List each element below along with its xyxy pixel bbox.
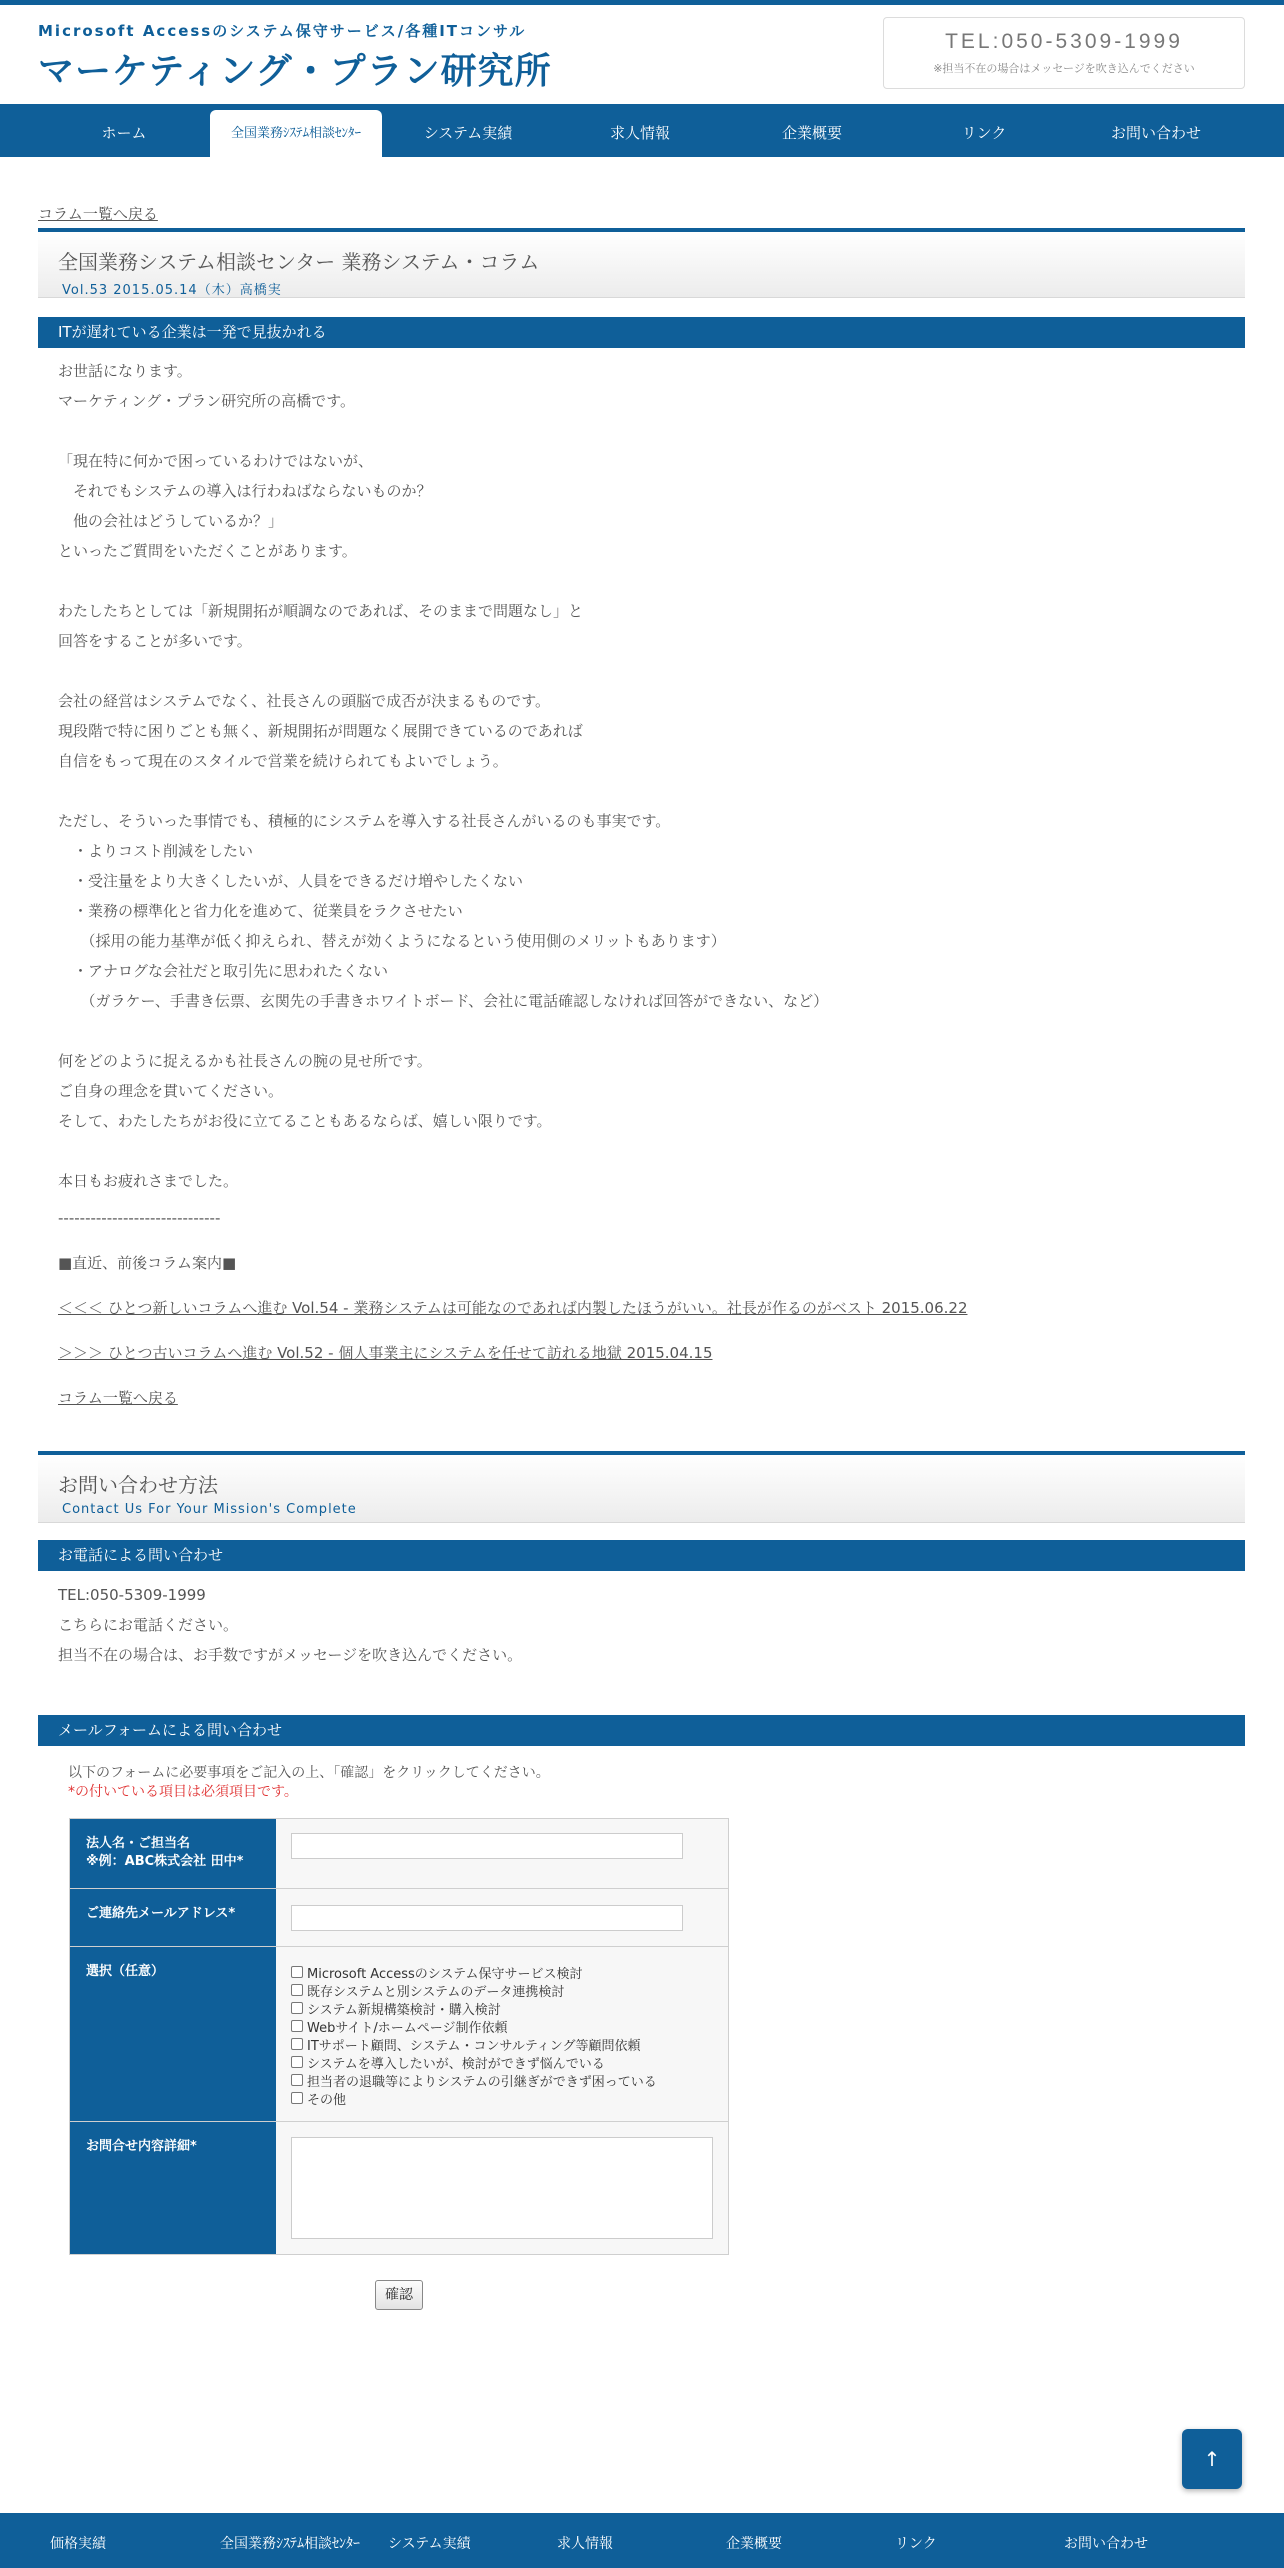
checkbox-icon[interactable]	[291, 2020, 303, 2032]
footer-item-jobs[interactable]: 求人情報	[557, 2536, 613, 2552]
option-label: 既存システムと別システムのデータ連携検討	[307, 1984, 565, 2000]
mail-contact-heading: メールフォームによる問い合わせ	[38, 1715, 1245, 1746]
option-label: Webサイト/ホームページ制作依頼	[307, 2020, 508, 2036]
checkbox-icon[interactable]	[291, 2038, 303, 2050]
footer-item-links[interactable]: リンク	[895, 2536, 937, 2552]
email-cell	[276, 1889, 728, 1946]
article-line	[58, 1016, 1228, 1046]
site-logo[interactable]	[38, 20, 552, 94]
phone-contact-body	[58, 1580, 522, 1670]
option-checkbox[interactable]	[291, 2035, 728, 2053]
option-checkbox[interactable]	[291, 2017, 728, 2035]
option-checkbox[interactable]	[291, 2089, 728, 2107]
confirm-button[interactable]: 確認	[375, 2280, 423, 2310]
nav-item-jobs[interactable]: 求人情報	[609, 124, 670, 142]
article-line: ・業務の標準化と省力化を進めて、従業員をラクさせたい	[58, 902, 463, 920]
company-input[interactable]	[291, 1833, 683, 1859]
article-line: わたしたちとしては「新規開拓が順調なのであれば、そのままで問題なし」と	[58, 602, 584, 620]
phone-box	[883, 17, 1245, 89]
option-label: システムを導入したいが、検討ができず悩んでいる	[307, 2056, 605, 2072]
nav-item-links[interactable]: リンク	[961, 124, 1007, 142]
article-line: マーケティング・プラン研究所の高橋です。	[58, 392, 356, 410]
article-line: ・受注量をより大きくしたいが、人員をできるだけ増やしたくない	[58, 872, 524, 890]
column-title-block	[38, 228, 1245, 298]
phone-contact-heading: お電話による問い合わせ	[38, 1540, 1245, 1571]
nav-item-consult-center[interactable]: 全国業務ｼｽﾃﾑ相談ｾﾝﾀｰ	[210, 110, 382, 157]
column-nav-heading: ■直近、前後コラム案内■	[58, 1254, 237, 1272]
footer-item-consult-center[interactable]: 全国業務ｼｽﾃﾑ相談ｾﾝﾀｰ	[220, 2536, 360, 2552]
form-row-select	[70, 1947, 728, 2122]
arrow-up-icon: ↑	[1203, 2447, 1221, 2471]
contact-subtitle: Contact Us For Your Mission's Complete	[62, 1502, 357, 1517]
article-line: （採用の能力基準が低く抑えられ、替えが効くようになるという使用側のメリットもあります）	[58, 932, 726, 950]
nav-item-home[interactable]: ホーム	[101, 124, 147, 142]
article-line: 回答をすることが多いです。	[58, 632, 252, 650]
option-checkbox[interactable]	[291, 2071, 728, 2089]
contact-phone-line: こちらにお電話ください。	[58, 1616, 239, 1634]
article-line: といったご質問をいただくことがあります。	[58, 542, 357, 560]
option-checkbox[interactable]	[291, 2053, 728, 2071]
form-row-company	[70, 1819, 728, 1889]
form-row-email	[70, 1889, 728, 1947]
option-checkbox[interactable]	[291, 1981, 728, 1999]
form-required-note: *の付いている項目は必須項目です。	[68, 1784, 298, 1800]
footer-item-contact[interactable]: お問い合わせ	[1064, 2536, 1148, 2552]
option-label: Microsoft Accessのシステム保守サービス検討	[307, 1966, 583, 1982]
form-instructions: 以下のフォームに必要事項をご記入の上、「確認」をクリックしてください。	[68, 1765, 550, 1781]
footer-item-system-results[interactable]: システム実績	[388, 2536, 471, 2552]
main-nav	[0, 104, 1284, 157]
option-label: その他	[307, 2092, 347, 2108]
article-line: 会社の経営はシステムでなく、社長さんの頭脳で成否が決まるものです。	[58, 692, 551, 710]
back-to-columns-link-bottom[interactable]: コラム一覧へ戻る	[58, 1389, 178, 1407]
select-cell	[276, 1947, 728, 2121]
option-label: システム新規構築検討・購入検討	[307, 2002, 501, 2018]
email-label: ご連絡先メールアドレス*	[70, 1889, 276, 1946]
nav-item-company[interactable]: 企業概要	[781, 124, 842, 142]
detail-cell	[276, 2122, 728, 2254]
article-line: 本日もお疲れさまでした。	[58, 1172, 239, 1190]
top-accent-line	[0, 0, 1284, 5]
phone-number: TEL:050-5309-1999	[945, 30, 1183, 53]
article-body	[58, 356, 1228, 1421]
contact-phone-line: 担当不在の場合は、お手数ですがメッセージを吹き込んでください。	[58, 1646, 523, 1664]
select-label: 選択（任意）	[70, 1947, 276, 2121]
email-input[interactable]	[291, 1905, 683, 1931]
checkbox-icon[interactable]	[291, 2056, 303, 2068]
column-meta: Vol.53 2015.05.14（木）高橋実	[62, 283, 282, 298]
article-line: ・アナログな会社だと取引先に思われたくない	[58, 962, 389, 980]
article-heading: ITが遅れている企業は一発で見抜かれる	[38, 317, 1245, 348]
checkbox-icon[interactable]	[291, 2074, 303, 2086]
column-title: 全国業務システム相談センター 業務システム・コラム	[58, 250, 540, 274]
footer-nav	[0, 2513, 1284, 2568]
checkbox-icon[interactable]	[291, 2092, 303, 2104]
checkbox-icon[interactable]	[291, 2002, 303, 2014]
company-label-text: 法人名・ご担当名	[86, 1836, 191, 1851]
phone-note: ※担当不在の場合はメッセージを吹き込んでください	[933, 62, 1195, 75]
back-to-columns-link[interactable]: コラム一覧へ戻る	[38, 205, 158, 223]
back-to-top-button[interactable]	[1182, 2429, 1242, 2489]
article-line: 何をどのように捉えるかも社長さんの腕の見せ所です。	[58, 1052, 432, 1070]
older-column-link[interactable]: ＞＞＞ ひとつ古いコラムへ進む Vol.52 - 個人事業主にシステムを任せて訪れる地獄 2015.04.15	[58, 1344, 713, 1362]
option-checkbox[interactable]	[291, 1963, 728, 1981]
detail-label: お問合せ内容詳細*	[70, 2122, 276, 2254]
article-line: それでもシステムの導入は行わねばならないものか？	[58, 482, 432, 500]
separator-line: ------------------------------	[58, 1209, 221, 1227]
nav-item-contact[interactable]: お問い合わせ	[1110, 124, 1201, 142]
option-label: 担当者の退職等によりシステムの引継ぎができず困っている	[307, 2074, 657, 2090]
newer-column-link[interactable]: ＜＜＜ ひとつ新しいコラムへ進む Vol.54 - 業務システムは可能なのであれば内製したほうがいい。社長が作るのがベスト 2015.06.22	[58, 1299, 968, 1317]
article-line: 現段階で特に困りごとも無く、新規開拓が問題なく展開できているのであれば	[58, 722, 583, 740]
footer-item-company[interactable]: 企業概要	[726, 2536, 782, 2552]
detail-textarea[interactable]	[291, 2137, 713, 2239]
company-label	[70, 1819, 276, 1888]
company-example-text: ※例：ABC株式会社 田中*	[86, 1854, 244, 1869]
contact-title-block	[38, 1451, 1245, 1523]
article-line	[58, 1136, 1228, 1166]
article-line	[58, 656, 1228, 686]
logo-tagline: Microsoft Accessのシステム保守サービス/各種ITコンサル	[38, 22, 527, 40]
article-line: ・よりコスト削減をしたい	[58, 842, 254, 860]
contact-phone-line: TEL:050-5309-1999	[58, 1586, 206, 1604]
checkbox-icon[interactable]	[291, 1984, 303, 1996]
article-line: （ガラケー、手書き伝票、玄関先の手書きホワイトボード、会社に電話確認しなければ回答ができない、など）	[58, 992, 829, 1010]
article-line	[58, 566, 1228, 596]
contact-title: お問い合わせ方法	[58, 1473, 218, 1497]
nav-item-system-results[interactable]: システム実績	[423, 124, 513, 142]
company-cell	[276, 1819, 728, 1888]
footer-item-prices[interactable]: 価格実績	[50, 2536, 106, 2552]
form-row-detail	[70, 2122, 728, 2254]
article-line: 他の会社はどうしているか？」	[58, 512, 284, 530]
article-line	[58, 776, 1228, 806]
checkbox-icon[interactable]	[291, 1966, 303, 1978]
article-line	[58, 416, 1228, 446]
form-intro	[68, 1764, 550, 1802]
article-line: そして、わたしたちがお役に立てることもあるならば、嬉しい限りです。	[58, 1112, 552, 1130]
article-line: 「現在特に何かで困っているわけではないが、	[58, 452, 374, 470]
article-line: 自信をもって現在のスタイルで営業を続けられてもよいでしょう。	[58, 752, 508, 770]
article-line: ご自身の理念を貫いてください。	[58, 1082, 284, 1100]
article-line: ただし、そういった事情でも、積極的にシステムを導入する社長さんがいるのも事実です。	[58, 812, 671, 830]
article-line: お世話になります。	[58, 362, 192, 380]
logo-title: マーケティング・プラン研究所	[38, 51, 552, 92]
contact-form	[69, 1818, 729, 2255]
option-label: ITサポート顧問、システム・コンサルティング等顧問依頼	[307, 2038, 641, 2054]
option-checkbox[interactable]	[291, 1999, 728, 2017]
